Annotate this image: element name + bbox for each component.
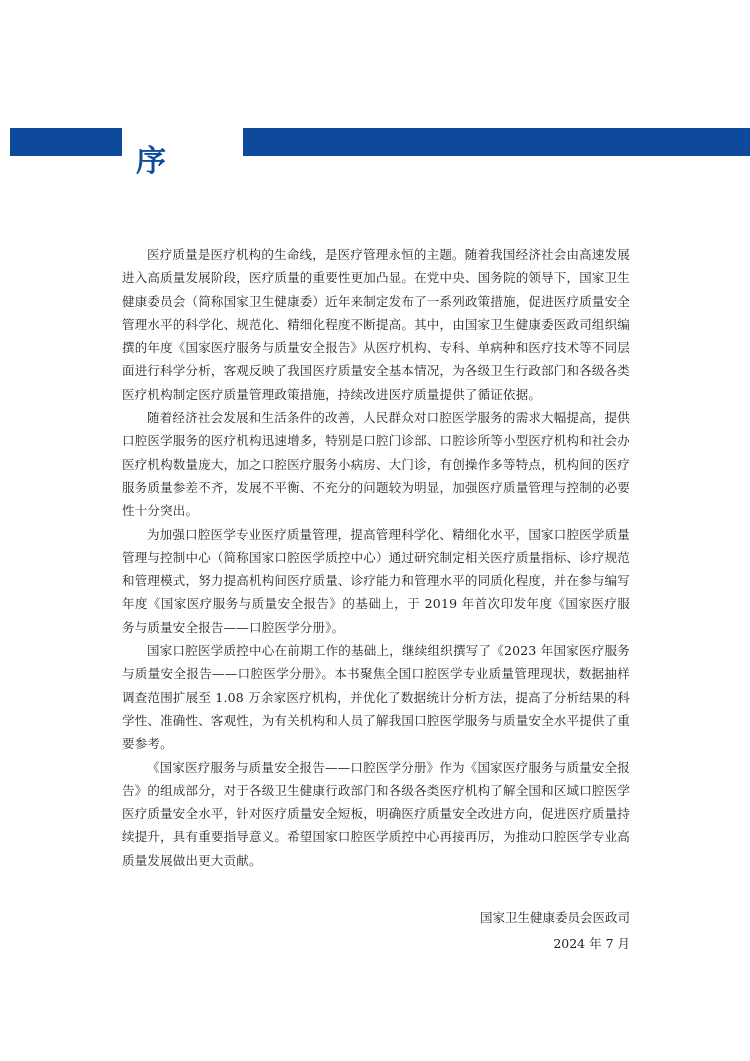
signature-organization: 国家卫生健康委员会医政司 (479, 910, 630, 925)
paragraph-4: 国家口腔医学质控中心在前期工作的基础上，继续组织撰写了《2023 年国家医疗服务与质量安全报告——口腔医学分册》。本书聚焦全国口腔医学专业质量管理现状，数据抽样调查范围扩展至 1.08 万余家医疗机构，并优化了数据统计分析方法，提高了分析结果的科学性、准确性、客观性，为有关机构和人员了解我国口腔医学服务与质量安全水平提供了重要参考。 (122, 643, 631, 752)
signature-block (480, 905, 630, 957)
paragraph-1: 医疗质量是医疗机构的生命线，是医疗管理永恒的主题。随着我国经济社会由高速发展进入高质量发展阶段，医疗质量的重要性更加凸显。在党中央、国务院的领导下，国家卫生健康委员会（简称国家卫生健康委）近年来制定发布了一系列政策措施，促进医疗质量安全管理水平的科学化、规范化、精细化程度不断提高。其中，由国家卫生健康委医政司组织编撰的年度《国家医疗服务与质量安全报告》从医疗机构、专科、单病种和医疗技术等不同层面进行科学分析，客观反映了我国医疗质量安全基本情况，为各级卫生行政部门和各级各类医疗机构制定医疗质量管理政策措施，持续改进医疗质量提供了循证依据。 (122, 247, 631, 402)
header-bar (0, 128, 750, 180)
paragraph-3: 为加强口腔医学专业医疗质量管理，提高管理科学化、精细化水平，国家口腔医学质量管理与控制中心（简称国家口腔医学质控中心）通过研究制定相关医疗质量指标、诊疗规范和管理模式，努力提高机构间医疗质量、诊疗能力和管理水平的同质化程度，并在参与编写年度《国家医疗服务与质量安全报告》的基础上，于 2019 年首次印发年度《国家医疗服务与质量安全报告——口腔医学分册》。 (122, 526, 631, 635)
header-bar-right (243, 128, 750, 156)
signature-date: 2024 年 7 月 (553, 936, 630, 951)
paragraph-5: 《国家医疗服务与质量安全报告——口腔医学分册》作为《国家医疗服务与质量安全报告》的组成部分，对于各级卫生健康行政部门和各级各类医疗机构了解全国和区域口腔医学医疗质量安全水平，针对医疗质量安全短板，明确医疗质量安全改进方向，促进医疗质量持续提升，具有重要指导意义。希望国家口腔医学质控中心再接再厉，为推动口腔医学专业高质量发展做出更大贡献。 (122, 759, 631, 868)
preface-body (122, 243, 630, 872)
header-bar-left (10, 128, 122, 156)
paragraph-2: 随着经济社会发展和生活条件的改善，人民群众对口腔医学服务的需求大幅提高，提供口腔医学服务的医疗机构迅速增多，特别是口腔门诊部、口腔诊所等小型医疗机构和社会办医疗机构数量庞大，加之口腔医疗服务小病房、大门诊，有创操作多等特点，机构间的医疗服务质量参差不齐，发展不平衡、不充分的问题较为明显，加强医疗质量管理与控制的必要性十分突出。 (122, 410, 631, 519)
page-title: 序 (136, 144, 166, 180)
